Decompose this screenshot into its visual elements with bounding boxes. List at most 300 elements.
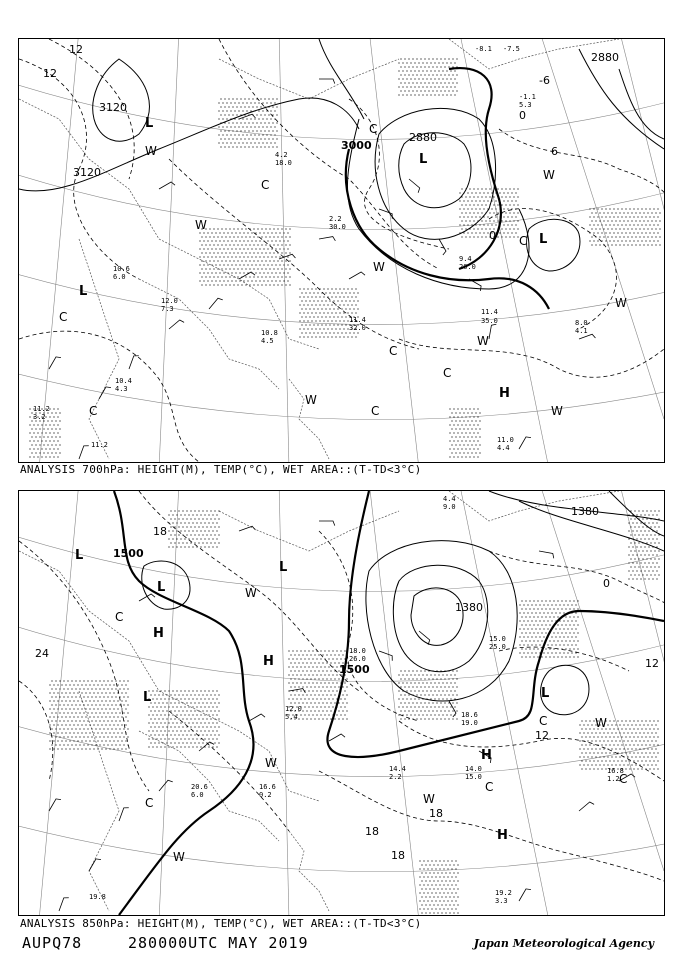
wet-area-dot	[471, 412, 472, 413]
wet-area-dot	[170, 526, 171, 527]
wet-area-dot	[420, 670, 421, 671]
wet-area-dot	[225, 284, 226, 285]
wet-area-dot	[463, 452, 464, 453]
wet-area-dot	[450, 682, 451, 683]
wet-area-dot	[215, 240, 216, 241]
wet-area-dot	[450, 62, 451, 63]
wet-area-dot	[148, 730, 149, 731]
wet-area-dot	[343, 296, 344, 297]
wet-area-dot	[59, 680, 60, 681]
wet-area-dot	[440, 694, 441, 695]
wet-area-dot	[646, 574, 647, 575]
wet-area-dot	[537, 656, 538, 657]
wet-area-dot	[529, 656, 530, 657]
wet-area-dot	[204, 690, 205, 691]
wet-area-dot	[148, 722, 149, 723]
wet-area-dot	[262, 126, 263, 127]
wet-area-dot	[601, 216, 602, 217]
wet-area-dot	[262, 134, 263, 135]
wet-area-dot	[182, 534, 183, 535]
wet-area-dot	[172, 530, 173, 531]
wet-area-dot	[641, 216, 642, 217]
wind-barb	[539, 551, 554, 558]
wet-area-dot	[243, 240, 244, 241]
wet-area-dot	[301, 308, 302, 309]
wet-area-dot	[91, 736, 92, 737]
warm-mark: W	[551, 404, 563, 418]
wet-area-dot	[583, 756, 584, 757]
wet-area-dot	[148, 746, 149, 747]
wet-area-dot	[294, 670, 295, 671]
wet-area-dot	[215, 280, 216, 281]
wet-area-dot	[324, 714, 325, 715]
wet-area-dot	[471, 452, 472, 453]
wet-area-dot	[211, 232, 212, 233]
wet-area-dot	[431, 876, 432, 877]
height-label: 1500	[113, 547, 144, 560]
wet-area-dot	[228, 98, 229, 99]
wet-area-dot	[645, 208, 646, 209]
wet-area-dot	[271, 232, 272, 233]
wet-area-dot	[443, 908, 444, 909]
wet-area-dot	[168, 714, 169, 715]
wet-area-dot	[97, 692, 98, 693]
wet-area-dot	[400, 710, 401, 711]
wet-area-dot	[95, 704, 96, 705]
wet-area-dot	[420, 58, 421, 59]
wet-area-dot	[509, 204, 510, 205]
wet-area-dot	[355, 312, 356, 313]
wet-area-dot	[607, 220, 608, 221]
wet-area-dot	[535, 636, 536, 637]
wet-area-dot	[453, 872, 454, 873]
wet-area-dot	[312, 714, 313, 715]
wet-area-dot	[640, 554, 641, 555]
wet-area-dot	[579, 764, 580, 765]
wet-area-dot	[581, 752, 582, 753]
wet-area-dot	[449, 872, 450, 873]
wet-area-dot	[467, 192, 468, 193]
wet-area-dot	[631, 756, 632, 757]
wet-area-dot	[605, 240, 606, 241]
wet-area-dot	[95, 688, 96, 689]
wet-area-dot	[577, 600, 578, 601]
wet-area-dot	[563, 604, 564, 605]
wet-area-dot	[268, 114, 269, 115]
wet-area-dot	[430, 94, 431, 95]
wet-area-dot	[322, 678, 323, 679]
wet-area-dot	[178, 510, 179, 511]
wet-area-dot	[329, 308, 330, 309]
wet-area-dot	[150, 726, 151, 727]
wet-area-dot	[272, 122, 273, 123]
wet-area-dot	[203, 232, 204, 233]
wet-area-dot	[192, 514, 193, 515]
wet-area-dot	[156, 714, 157, 715]
wet-area-dot	[656, 530, 657, 531]
wet-area-dot	[170, 734, 171, 735]
wet-area-dot	[537, 608, 538, 609]
wet-area-dot	[632, 570, 633, 571]
wet-area-dot	[655, 732, 656, 733]
wet-area-dot	[533, 656, 534, 657]
wet-area-dot	[473, 416, 474, 417]
wet-area-dot	[461, 424, 462, 425]
wet-area-dot	[152, 746, 153, 747]
wet-area-dot	[194, 510, 195, 511]
wet-area-dot	[420, 90, 421, 91]
wet-area-dot	[642, 566, 643, 567]
wet-area-dot	[420, 718, 421, 719]
wet-area-dot	[318, 662, 319, 663]
wet-area-dot	[83, 696, 84, 697]
wet-area-dot	[85, 692, 86, 693]
wet-area-dot	[414, 706, 415, 707]
wet-area-dot	[249, 268, 250, 269]
wet-area-dot	[527, 628, 528, 629]
wet-area-dot	[635, 228, 636, 229]
wet-area-dot	[329, 292, 330, 293]
wet-area-dot	[422, 682, 423, 683]
wet-area-dot	[178, 742, 179, 743]
wet-area-dot	[207, 256, 208, 257]
wet-area-dot	[654, 542, 655, 543]
low-pressure-center: L	[157, 580, 166, 595]
wet-area-dot	[39, 452, 40, 453]
wet-area-dot	[431, 884, 432, 885]
wet-area-dot	[205, 268, 206, 269]
wet-area-dot	[29, 448, 30, 449]
wet-area-dot	[218, 534, 219, 535]
wet-area-dot	[156, 706, 157, 707]
wet-area-dot	[168, 698, 169, 699]
wet-area-dot	[83, 680, 84, 681]
wet-area-dot	[653, 760, 654, 761]
wet-area-dot	[432, 82, 433, 83]
wet-area-dot	[406, 714, 407, 715]
wet-area-dot	[115, 744, 116, 745]
wet-area-dot	[575, 644, 576, 645]
wet-area-dot	[454, 78, 455, 79]
wet-area-dot	[115, 720, 116, 721]
wet-area-dot	[298, 662, 299, 663]
wet-area-dot	[190, 510, 191, 511]
wet-area-dot	[281, 236, 282, 237]
wet-area-dot	[341, 324, 342, 325]
wet-area-dot	[446, 714, 447, 715]
wet-area-dot	[216, 538, 217, 539]
wet-area-dot	[57, 456, 58, 457]
wet-area-dot	[609, 216, 610, 217]
wet-area-dot	[563, 628, 564, 629]
wet-area-dot	[473, 432, 474, 433]
wet-area-dot	[257, 276, 258, 277]
wet-area-dot	[190, 518, 191, 519]
wet-area-dot	[438, 62, 439, 63]
wet-area-dot	[208, 714, 209, 715]
wet-area-dot	[279, 280, 280, 281]
wet-area-dot	[607, 228, 608, 229]
wet-area-dot	[206, 542, 207, 543]
wet-area-dot	[103, 720, 104, 721]
obs-temp: 4.2	[275, 151, 288, 159]
wet-area-dot	[591, 220, 592, 221]
wet-area-dot	[643, 220, 644, 221]
wet-area-dot	[164, 698, 165, 699]
wet-area-dot	[305, 316, 306, 317]
wet-area-dot	[424, 74, 425, 75]
wet-area-dot	[67, 680, 68, 681]
wet-area-dot	[429, 872, 430, 873]
wet-area-dot	[220, 130, 221, 131]
wet-area-dot	[336, 682, 337, 683]
wet-area-dot	[344, 698, 345, 699]
wet-area-dot	[342, 654, 343, 655]
wet-area-dot	[442, 78, 443, 79]
wet-area-dot	[186, 542, 187, 543]
wet-area-dot	[67, 736, 68, 737]
wet-area-dot	[451, 452, 452, 453]
wet-area-dot	[174, 510, 175, 511]
wet-area-dot	[418, 690, 419, 691]
wet-area-dot	[201, 268, 202, 269]
wet-area-dot	[57, 448, 58, 449]
wet-area-dot	[418, 682, 419, 683]
wet-area-dot	[625, 208, 626, 209]
wet-area-dot	[658, 558, 659, 559]
wet-area-dot	[318, 654, 319, 655]
wet-area-dot	[323, 312, 324, 313]
wet-area-dot	[296, 658, 297, 659]
wet-area-dot	[257, 268, 258, 269]
wet-area-dot	[97, 684, 98, 685]
wind-barbs	[49, 79, 595, 459]
wet-area-dot	[67, 728, 68, 729]
wet-area-dot	[343, 328, 344, 329]
wet-area-dot	[279, 240, 280, 241]
wet-area-dot	[210, 534, 211, 535]
wet-area-dot	[294, 662, 295, 663]
wet-area-dot	[216, 746, 217, 747]
wet-area-dot	[446, 698, 447, 699]
wet-area-dot	[160, 698, 161, 699]
wet-area-dot	[652, 514, 653, 515]
wet-area-dot	[436, 686, 437, 687]
wet-area-dot	[308, 682, 309, 683]
wet-area-dot	[53, 448, 54, 449]
wet-area-dot	[69, 740, 70, 741]
obs-dewpoint: 2.2	[389, 773, 402, 781]
wet-area-dot	[322, 694, 323, 695]
wet-area-dot	[535, 604, 536, 605]
wet-area-dot	[517, 188, 518, 189]
cold-mark: C	[59, 310, 68, 324]
wet-area-dot	[541, 632, 542, 633]
wet-area-dot	[581, 768, 582, 769]
wet-area-dot	[306, 694, 307, 695]
wet-area-dot	[223, 240, 224, 241]
wet-area-dot	[457, 888, 458, 889]
wet-area-dot	[441, 880, 442, 881]
wet-area-dot	[290, 662, 291, 663]
wet-area-dot	[493, 220, 494, 221]
wet-area-dot	[247, 264, 248, 265]
wet-area-dot	[627, 228, 628, 229]
wet-area-dot	[121, 692, 122, 693]
wet-area-dot	[418, 70, 419, 71]
wet-area-dot	[408, 82, 409, 83]
wet-area-dot	[285, 252, 286, 253]
obs-temp: 10.4	[115, 377, 132, 385]
wet-area-dot	[531, 612, 532, 613]
wet-area-dot	[241, 236, 242, 237]
wet-area-dot	[636, 578, 637, 579]
wet-area-dot	[296, 698, 297, 699]
wet-area-dot	[599, 740, 600, 741]
wet-area-dot	[214, 518, 215, 519]
wet-area-dot	[200, 514, 201, 515]
wind-barb	[89, 859, 101, 871]
wet-area-dot	[654, 558, 655, 559]
wet-area-dot	[320, 698, 321, 699]
wet-area-dot	[571, 636, 572, 637]
wet-area-dot	[290, 702, 291, 703]
wet-area-dot	[199, 248, 200, 249]
wet-area-dot	[635, 740, 636, 741]
wet-area-dot	[275, 280, 276, 281]
wet-area-dot	[288, 650, 289, 651]
wet-area-dot	[646, 550, 647, 551]
wet-area-dot	[573, 648, 574, 649]
wet-area-dot	[617, 208, 618, 209]
wet-area-dot	[264, 146, 265, 147]
wet-area-dot	[444, 686, 445, 687]
wet-area-dot	[640, 530, 641, 531]
wet-area-dot	[319, 304, 320, 305]
wet-area-dot	[242, 142, 243, 143]
wet-area-dot	[529, 608, 530, 609]
wet-area-dot	[263, 256, 264, 257]
wet-area-dot	[229, 276, 230, 277]
wind-barb	[449, 701, 456, 717]
wet-area-dot	[611, 724, 612, 725]
wet-area-dot	[448, 678, 449, 679]
wet-area-dot	[513, 228, 514, 229]
wet-area-dot	[454, 682, 455, 683]
wet-area-dot	[226, 126, 227, 127]
wet-area-dot	[172, 746, 173, 747]
wet-area-dot	[256, 130, 257, 131]
wet-area-dot	[420, 66, 421, 67]
wet-area-dot	[178, 726, 179, 727]
wet-area-dot	[264, 98, 265, 99]
wet-area-dot	[79, 712, 80, 713]
wet-area-dot	[648, 546, 649, 547]
wet-area-dot	[617, 240, 618, 241]
wet-area-dot	[609, 240, 610, 241]
wet-area-dot	[69, 724, 70, 725]
height-label: 1380	[455, 601, 483, 614]
wet-area-dot	[408, 90, 409, 91]
wet-area-dot	[489, 188, 490, 189]
wet-area-dot	[587, 732, 588, 733]
wet-area-dot	[543, 620, 544, 621]
wet-area-dot	[311, 320, 312, 321]
wet-area-dot	[281, 276, 282, 277]
wet-area-dot	[457, 424, 458, 425]
wet-area-dot	[222, 118, 223, 119]
wet-area-dot	[527, 612, 528, 613]
wet-area-dot	[210, 694, 211, 695]
wet-area-dot	[49, 416, 50, 417]
wet-area-dot	[59, 452, 60, 453]
wet-area-dot	[305, 292, 306, 293]
wet-area-dot	[650, 510, 651, 511]
wet-area-dot	[585, 768, 586, 769]
wet-area-dot	[252, 146, 253, 147]
wet-area-dot	[603, 764, 604, 765]
wet-area-dot	[240, 98, 241, 99]
wet-area-dot	[71, 680, 72, 681]
wet-area-dot	[212, 690, 213, 691]
wet-area-dot	[279, 272, 280, 273]
wet-area-dot	[302, 694, 303, 695]
wet-area-dot	[455, 876, 456, 877]
wet-area-dot	[205, 260, 206, 261]
wet-area-dot	[569, 608, 570, 609]
wet-area-dot	[162, 694, 163, 695]
wet-area-dot	[657, 752, 658, 753]
wet-area-dot	[595, 748, 596, 749]
wet-area-dot	[164, 714, 165, 715]
wet-area-dot	[408, 710, 409, 711]
wet-area-dot	[406, 690, 407, 691]
wet-area-dot	[320, 682, 321, 683]
wet-area-dot	[447, 876, 448, 877]
wet-area-dot	[648, 578, 649, 579]
wet-area-dot	[277, 284, 278, 285]
wet-area-dot	[83, 712, 84, 713]
obs-dewpoint: 15.0	[465, 773, 482, 781]
wet-area-dot	[227, 280, 228, 281]
wet-area-dot	[467, 452, 468, 453]
wet-area-dot	[569, 624, 570, 625]
wet-area-dot	[491, 224, 492, 225]
wet-area-dot	[632, 554, 633, 555]
wet-area-dot	[238, 142, 239, 143]
wet-area-dot	[353, 308, 354, 309]
wet-area-dot	[123, 696, 124, 697]
wet-area-dot	[426, 94, 427, 95]
wet-area-dot	[655, 756, 656, 757]
wet-area-dot	[287, 256, 288, 257]
wet-area-dot	[469, 432, 470, 433]
wet-area-dot	[83, 728, 84, 729]
wet-area-dot	[533, 632, 534, 633]
wet-area-dot	[334, 694, 335, 695]
wet-area-dot	[283, 248, 284, 249]
wet-area-dot	[276, 98, 277, 99]
wet-area-dot	[154, 710, 155, 711]
wet-area-dot	[445, 888, 446, 889]
wet-area-dot	[241, 228, 242, 229]
wet-area-dot	[418, 94, 419, 95]
wet-area-dot	[254, 142, 255, 143]
wet-area-dot	[298, 670, 299, 671]
wet-area-dot	[649, 216, 650, 217]
wet-area-dot	[456, 58, 457, 59]
wet-area-dot	[338, 678, 339, 679]
